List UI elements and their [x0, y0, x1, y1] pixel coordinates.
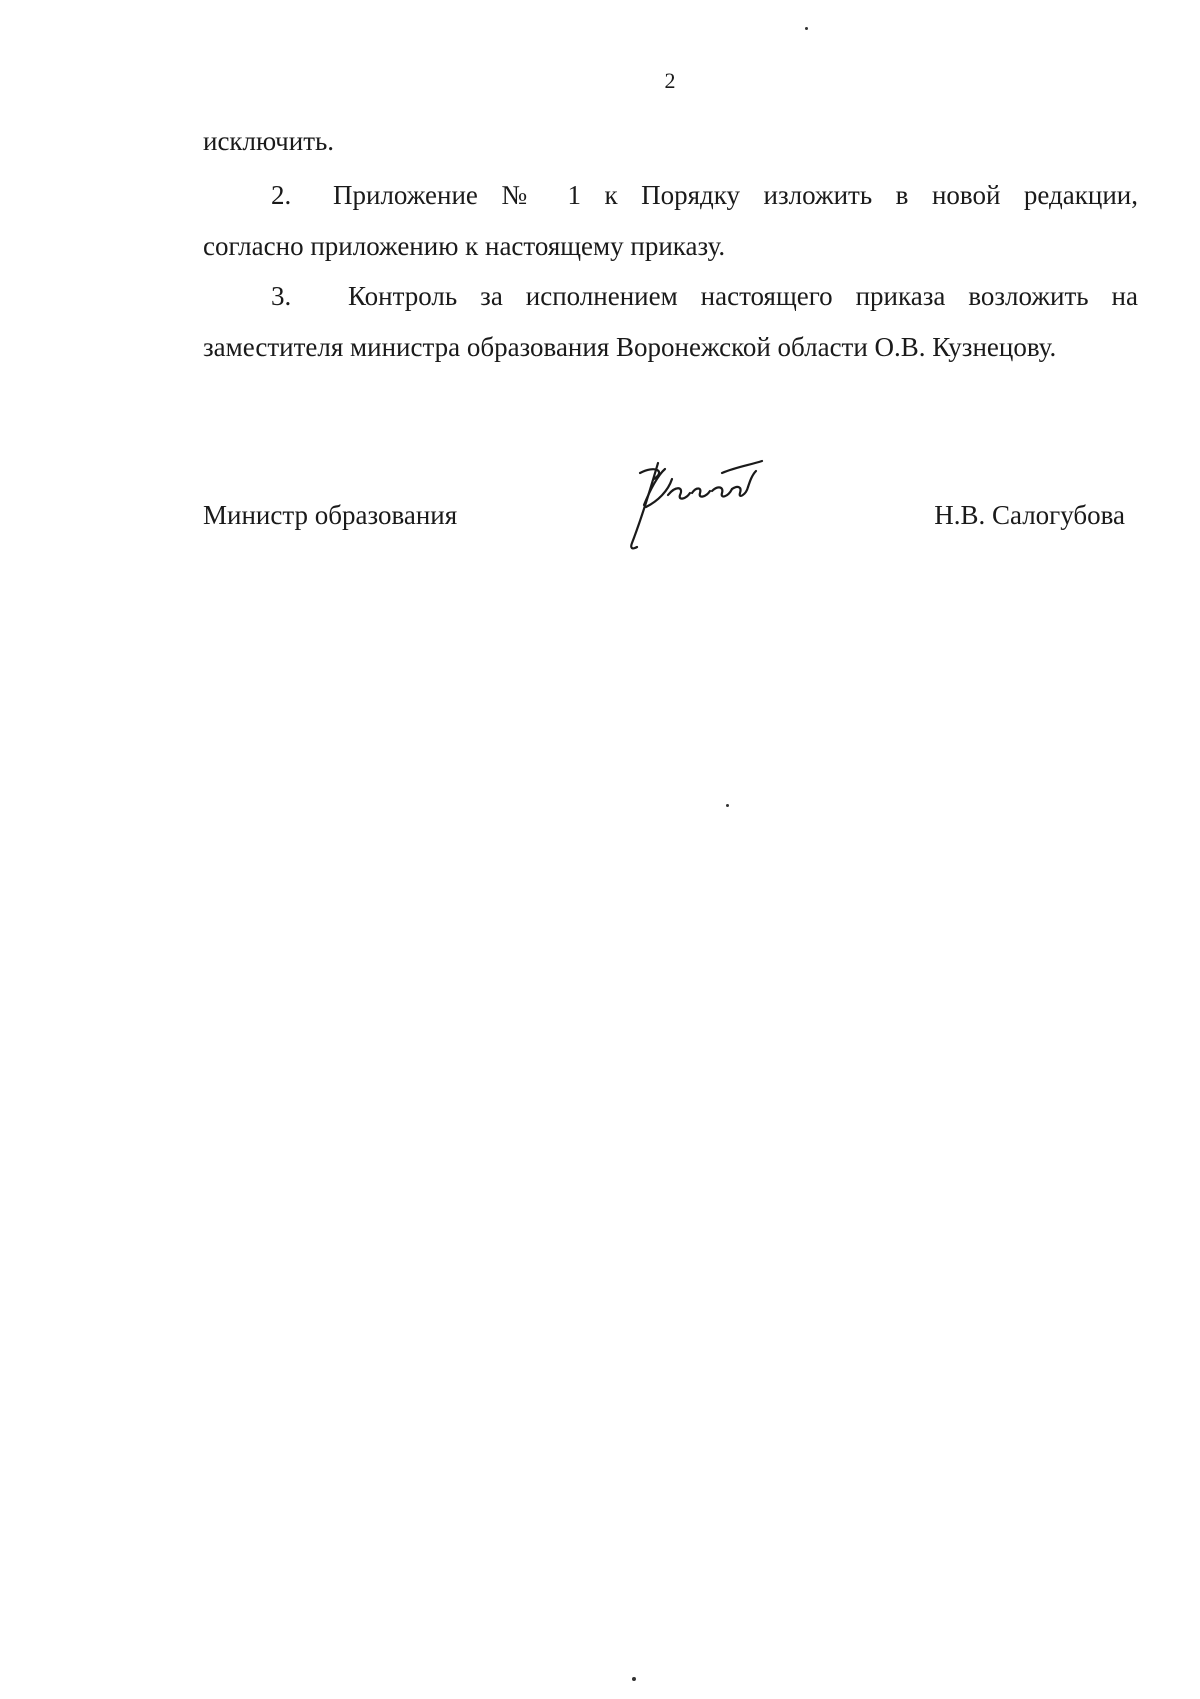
item-3-text: Контроль за исполнением настоящего приказа возложить на	[348, 281, 1138, 311]
handwritten-signature-image	[610, 455, 780, 555]
item-3-number: 3.	[271, 281, 292, 311]
scan-speck	[726, 804, 729, 807]
item-3-line-1	[203, 279, 1138, 313]
item-2-line-2: согласно приложению к настоящему приказу.	[203, 231, 726, 261]
item-3-line-2: заместителя министра образования Воронежской области О.В. Кузнецову.	[203, 332, 1057, 362]
scan-speck	[805, 27, 808, 30]
signatory-name: Н.В. Салогубова	[934, 500, 1125, 530]
page-number: 2	[664, 68, 676, 93]
continuation-text: исключить.	[203, 126, 335, 156]
signatory-position: Министр образования	[203, 500, 458, 530]
item-2-number: 2.	[271, 180, 292, 210]
item-2-line-1	[203, 178, 1138, 212]
item-2-text: Приложение № 1 к Порядку изложить в новой редакции,	[333, 180, 1138, 210]
scan-speck	[632, 1677, 636, 1681]
